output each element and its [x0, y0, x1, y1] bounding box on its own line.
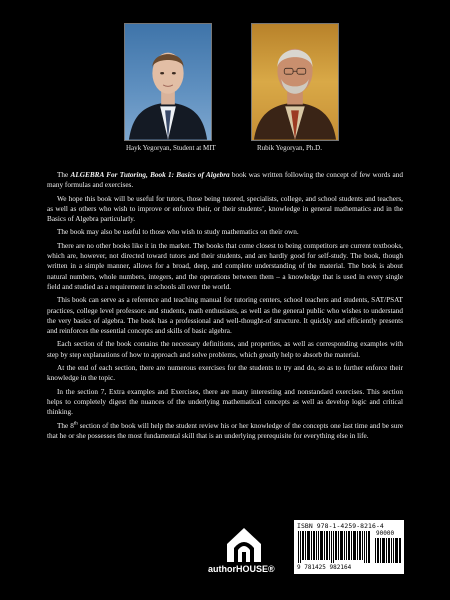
- author-photo-rubik: [251, 23, 339, 141]
- photo-caption-right: Rubik Yegoryan, Ph.D.: [257, 144, 322, 152]
- barcode-addon-bars: [375, 538, 401, 563]
- paragraph-sections: Each section of the book contains the necessary definitions, and properties, as well as corresponding examples with step by step explanations of how to approach and solve problems, which greatly help to absorb the material.: [47, 340, 403, 359]
- portrait-young-man-image: [125, 24, 211, 140]
- author-photo-hayk: [124, 23, 212, 141]
- paragraph-intro: The ALGEBRA For Tutoring, Book 1: Basics of Algebra book was written following the concept of few words and many formulas and exercises.: [47, 171, 403, 190]
- barcode-addon-code: 90000: [376, 530, 395, 537]
- barcode-bars: [298, 531, 370, 563]
- paragraph-exercises: At the end of each section, there are numerous exercises for the students to try and do, so as to further enforce their knowledge in the topic.: [47, 364, 403, 383]
- paragraph-reference: This book can serve as a reference and teaching manual for tutoring centers, school teachers and students, SAT/PSAT practices, college level professors and students, math enthusiasts, as well as the general public who wishes to understand the very basics of algebra. The book has a professional and well-thought-of structure. It quickly and efficiently presents and reinforces the essential concepts and skills of basic algebra.: [47, 296, 403, 336]
- portrait-older-man-image: [252, 24, 338, 140]
- barcode-number: 9 781425 982164: [297, 564, 352, 571]
- isbn-barcode: [294, 520, 404, 574]
- book-title: ALGEBRA For Tutoring, Book 1: Basics of Algebra: [70, 171, 230, 179]
- publisher-name: authorHOUSE®: [208, 564, 275, 574]
- paragraph-section-7: In the section 7, Extra examples and Exercises, there are many interesting and nonstandard exercises. This section helps to completely digest the nuances of the underlying mathematical concepts as well as develop logic and critical thinking.: [47, 387, 403, 417]
- paragraph-self-study: The book may also be useful to those who wish to study mathematics on their own.: [57, 228, 299, 237]
- paragraph-market: There are no other books like it in the market. The books that come closest to being competitors are current textbooks, which are, however, not directed toward tutors and their students, and are hardly good for self-study. The book, though written in a simple manner, allows for a broad, deep, and complete understanding of the material. The book is about natural numbers, whole numbers, integers, and the operations between them – a knowledge that is used in every single field and studied as a requirement in schools all over the world.: [47, 241, 403, 291]
- paragraph-section-8: The 8th section of the book will help the student review his or her knowledge of the concepts one last time and be sure that he or she possesses the most fundamental skill that is an underlying prerequisite for everything else in life.: [47, 421, 403, 440]
- back-cover-description: [47, 170, 403, 444]
- photo-caption-left: Hayk Yegoryan, Student at MIT: [126, 144, 216, 152]
- isbn-label: ISBN 978-1-4259-8216-4: [297, 522, 384, 530]
- authorhouse-logo-icon: [223, 524, 265, 564]
- paragraph-usefulness: We hope this book will be useful for tutors, those being tutored, specialists, college, and school students and teachers, as well as others who wish to improve or enforce their, or their students’, knowledge in general mathematics and in the Basics of Algebra particularly.: [47, 194, 403, 224]
